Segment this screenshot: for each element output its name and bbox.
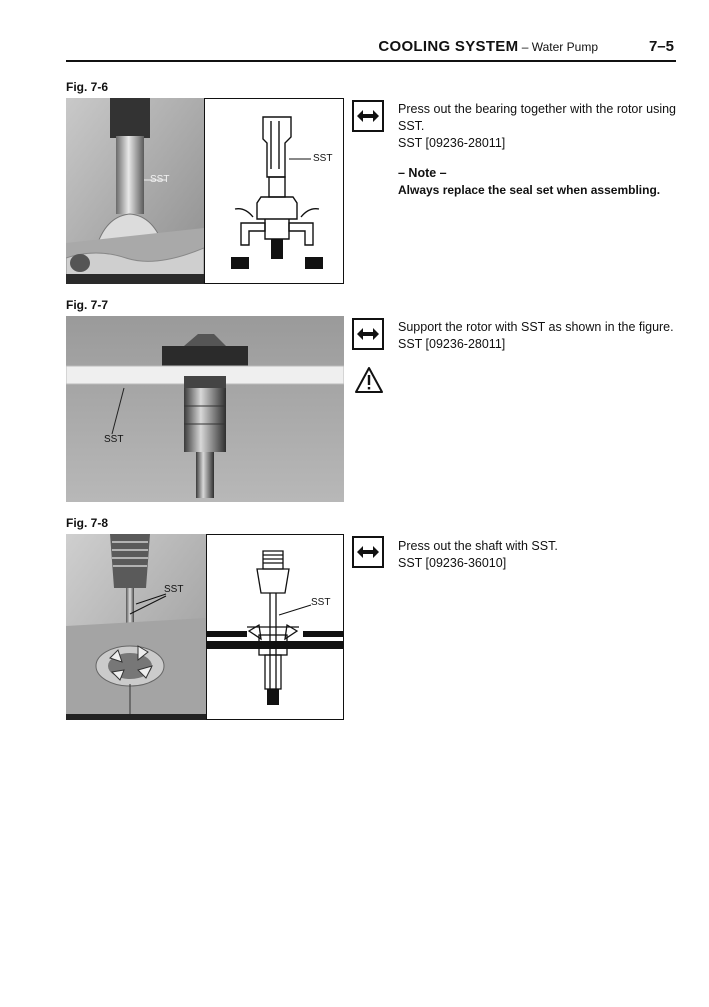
press-tool-icon [352, 318, 384, 350]
figure-label: Fig. 7-8 [66, 516, 109, 530]
warning-triangle-icon [354, 366, 384, 399]
instruction-text: Press out the shaft with SST. [398, 539, 558, 553]
page-header [66, 36, 676, 62]
instruction-text: Support the rotor with SST as shown in the figure. [398, 320, 674, 334]
sst-reference: SST [09236-28011] [398, 136, 506, 150]
sst-callout: SST [164, 584, 184, 595]
instruction-block [398, 538, 676, 572]
figure-photo-bearing-press [66, 98, 204, 284]
figure-photo-shaft-press [66, 534, 206, 720]
page-number: 7–5 [648, 38, 674, 55]
section-subtitle: – Water Pump [518, 40, 598, 54]
instruction-text: Press out the bearing together with the rotor using SST. [398, 102, 676, 133]
note-title: – Note – [398, 166, 447, 180]
figure-drawing-bearing-press [204, 98, 344, 284]
sst-reference: SST [09236-36010] [398, 556, 507, 570]
press-tool-icon [352, 100, 384, 132]
section-title: COOLING SYSTEM – Water Pump [378, 38, 598, 55]
press-tool-icon [352, 536, 384, 568]
instruction-block [398, 101, 676, 199]
figure-label: Fig. 7-6 [66, 80, 109, 94]
sst-callout: SST [313, 153, 333, 164]
sst-callout: SST [311, 597, 331, 608]
sst-reference: SST [09236-28011] [398, 337, 506, 351]
sst-callout: SST [104, 434, 124, 445]
figure-drawing-shaft-press [206, 534, 344, 720]
figure-label: Fig. 7-7 [66, 298, 109, 312]
figure-photo-rotor-support [66, 316, 344, 502]
instruction-block [398, 319, 676, 353]
note-text: Always replace the seal set when assembling. [398, 183, 661, 197]
sst-callout: SST [150, 174, 170, 185]
